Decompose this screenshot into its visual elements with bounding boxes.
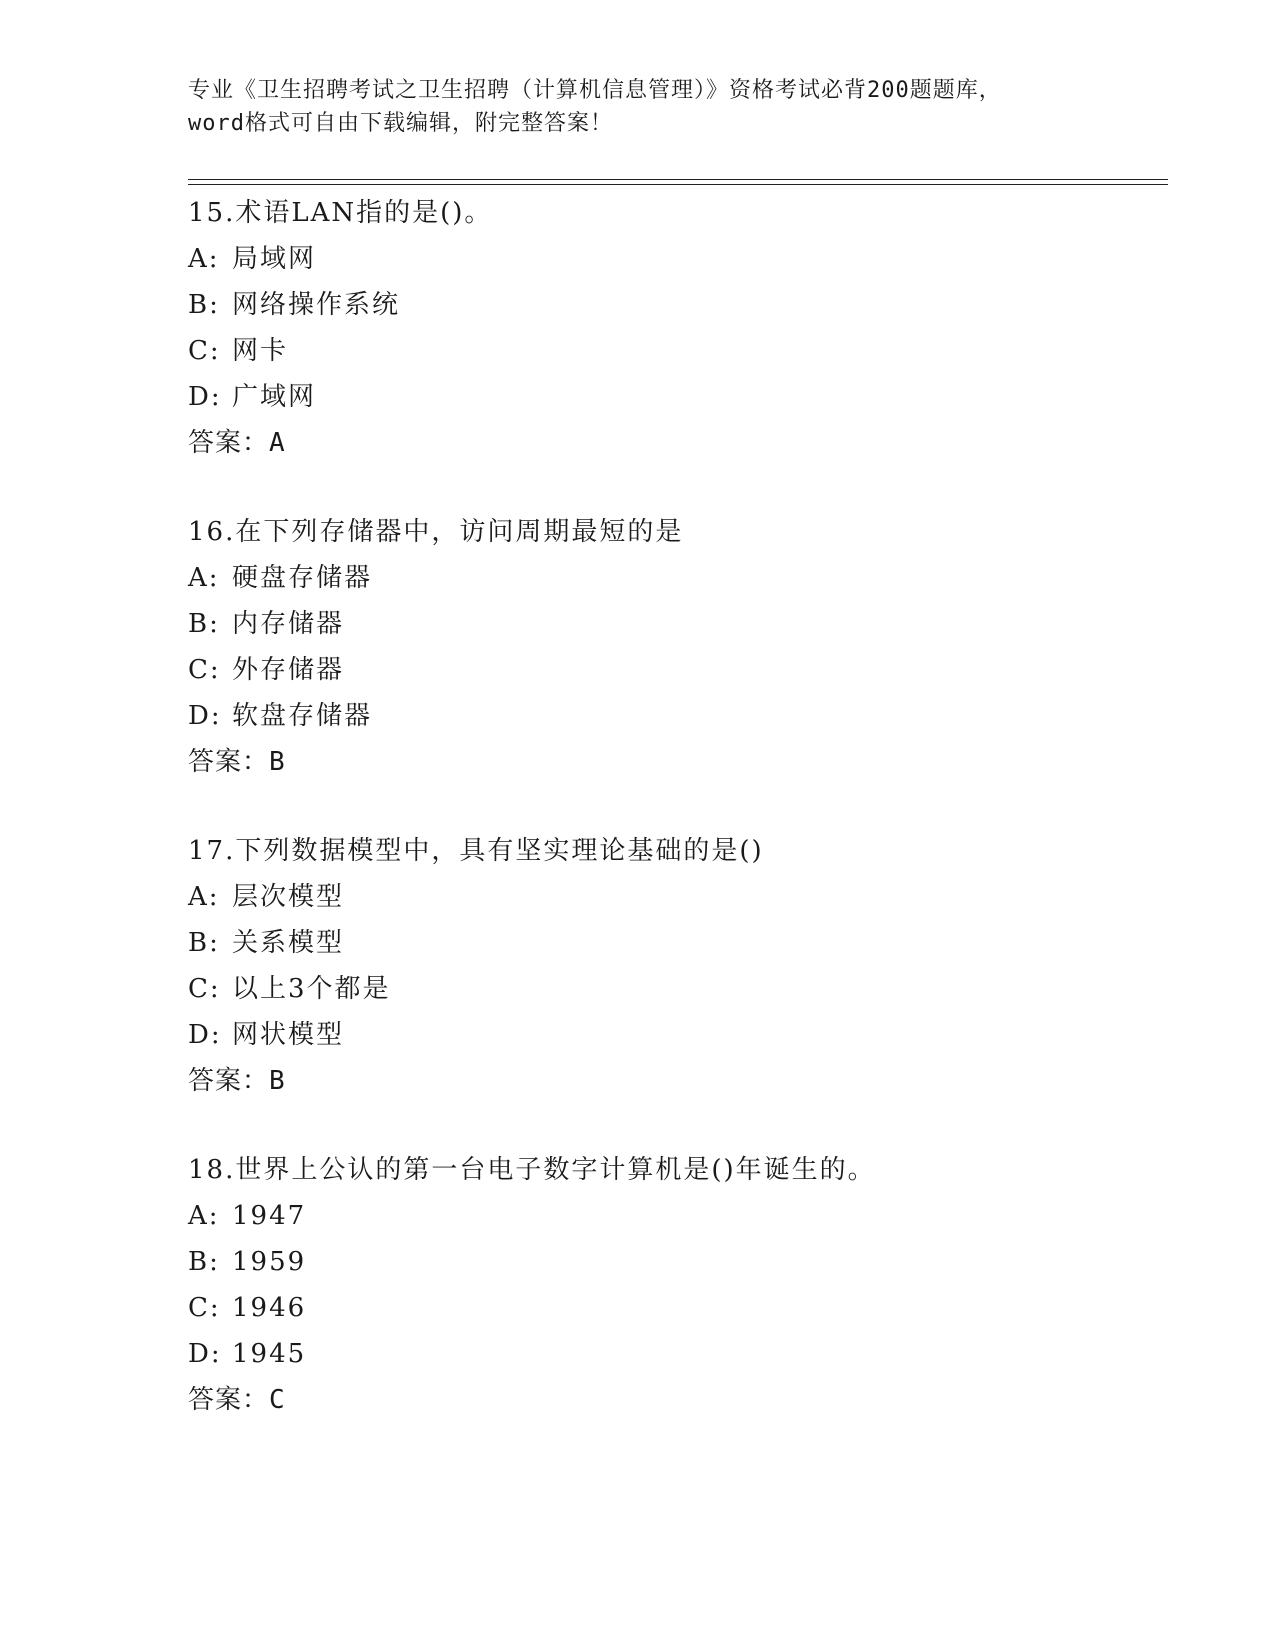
option-letter: C: <box>188 974 221 1004</box>
option-text: 1947 <box>232 1201 307 1231</box>
option-d <box>188 1012 1168 1058</box>
option-text: 内存储器 <box>232 609 345 639</box>
option-c <box>188 1285 1168 1331</box>
option-letter: C: <box>188 336 221 366</box>
option-b <box>188 601 1168 647</box>
option-b <box>188 1239 1168 1285</box>
option-text: 层次模型 <box>232 882 345 912</box>
option-letter: A: <box>188 1201 220 1231</box>
option-c <box>188 966 1168 1012</box>
question-stem: 17.下列数据模型中，具有坚实理论基础的是() <box>188 836 764 866</box>
option-letter: D: <box>188 701 222 731</box>
option-letter: B: <box>188 290 220 320</box>
question-stem: 15.术语LAN指的是()。 <box>188 198 493 228</box>
document-header <box>188 74 1088 140</box>
option-letter: D: <box>188 382 222 412</box>
answer-line: 答案：B <box>188 747 286 777</box>
option-letter: B: <box>188 928 220 958</box>
option-letter: B: <box>188 609 220 639</box>
option-c <box>188 328 1168 374</box>
question-list <box>188 190 1168 1423</box>
option-text: 以上3个都是 <box>232 974 391 1004</box>
question-17 <box>188 828 1168 1104</box>
option-letter: D: <box>188 1020 222 1050</box>
option-a <box>188 555 1168 601</box>
option-d <box>188 693 1168 739</box>
option-letter: D: <box>188 1339 222 1369</box>
option-a <box>188 1193 1168 1239</box>
option-text: 网卡 <box>232 336 289 366</box>
option-text: 局域网 <box>232 244 317 274</box>
question-15 <box>188 190 1168 466</box>
option-letter: C: <box>188 1293 221 1323</box>
answer-line: 答案：A <box>188 428 286 458</box>
question-stem: 18.世界上公认的第一台电子数字计算机是()年诞生的。 <box>188 1155 876 1185</box>
header-divider-top <box>188 179 1168 180</box>
option-text: 1945 <box>232 1339 307 1369</box>
option-a <box>188 236 1168 282</box>
question-16 <box>188 509 1168 785</box>
option-text: 网络操作系统 <box>232 290 401 320</box>
option-letter: C: <box>188 655 221 685</box>
option-letter: A: <box>188 882 220 912</box>
header-line-2: word格式可自由下载编辑，附完整答案！ <box>188 111 613 136</box>
option-letter: A: <box>188 563 220 593</box>
option-b <box>188 920 1168 966</box>
header-line-1: 专业《卫生招聘考试之卫生招聘（计算机信息管理）》资格考试必背200题题库， <box>188 78 1002 103</box>
option-letter: A: <box>188 244 220 274</box>
header-divider-bottom <box>188 184 1168 185</box>
option-text: 硬盘存储器 <box>232 563 373 593</box>
option-d <box>188 374 1168 420</box>
option-text: 广域网 <box>232 382 317 412</box>
question-stem: 16.在下列存储器中，访问周期最短的是 <box>188 517 684 547</box>
option-b <box>188 282 1168 328</box>
option-a <box>188 874 1168 920</box>
option-d <box>188 1331 1168 1377</box>
option-text: 1959 <box>232 1247 307 1277</box>
option-c <box>188 647 1168 693</box>
option-letter: B: <box>188 1247 220 1277</box>
option-text: 网状模型 <box>232 1020 345 1050</box>
option-text: 外存储器 <box>232 655 345 685</box>
answer-line: 答案：C <box>188 1385 286 1415</box>
question-18 <box>188 1147 1168 1423</box>
option-text: 1946 <box>232 1293 307 1323</box>
option-text: 软盘存储器 <box>232 701 373 731</box>
option-text: 关系模型 <box>232 928 345 958</box>
answer-line: 答案：B <box>188 1066 286 1096</box>
